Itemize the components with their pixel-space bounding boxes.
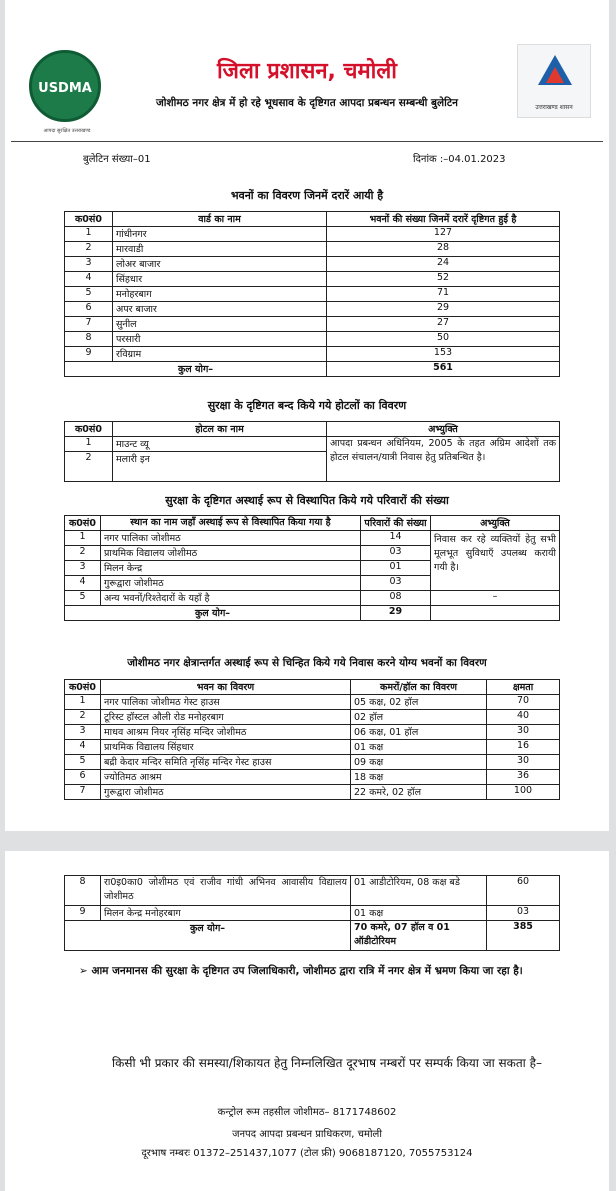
table-cell: 8 <box>65 876 101 906</box>
bulletin-meta <box>5 142 609 168</box>
table-cell: 03 <box>361 546 431 561</box>
table-cell: 4 <box>65 740 101 755</box>
table-cell: 1 <box>65 695 101 710</box>
table-row <box>65 242 560 257</box>
table-cell: सुनील <box>113 317 327 332</box>
table-cell: प्राथमिक विद्यालय जोशीमठ <box>101 546 361 561</box>
table-cell: 09 कक्ष <box>351 755 487 770</box>
column-header: वार्ड का नाम <box>113 212 327 227</box>
table-header-row <box>65 422 560 437</box>
table-cell: 29 <box>327 302 560 317</box>
table-row <box>65 257 560 272</box>
section-displaced-families-title: सुरक्षा के दृष्टिगत अस्थाई रूप से विस्थापित किये गये परिवारों की संख्या <box>165 494 449 507</box>
table-cell: ज्योतिमठ आश्रम <box>101 770 351 785</box>
table-cell: लोअर बाजार <box>113 257 327 272</box>
table-cell: 14 <box>361 531 431 546</box>
table-row <box>65 710 560 725</box>
table-cell: गुरूद्वारा जोशीमठ <box>101 576 361 591</box>
table-cell: 30 <box>487 725 560 740</box>
bulletin-header <box>11 0 603 142</box>
total-rooms: 70 कमरे, 07 हॉल व 01 ऑडीटोरियम <box>351 921 487 951</box>
table-cell: 5 <box>65 755 101 770</box>
table-cell: 50 <box>327 332 560 347</box>
column-header: क्षमता <box>487 680 560 695</box>
table-cell: माउन्ट व्यू <box>113 437 327 452</box>
table-cell: 01 कक्ष <box>351 740 487 755</box>
column-header: भवनों की संख्या जिनमें दरारें दृष्टिगत हुई है <box>327 212 560 227</box>
table-cell: 100 <box>487 785 560 800</box>
table-row <box>65 347 560 362</box>
table-cell <box>431 606 560 621</box>
table-cell: 1 <box>65 227 113 242</box>
table-cell: 2 <box>65 546 101 561</box>
families-remark: निवास कर रहे व्यक्तियों हेतु सभी मूलभूत सुविधाएँ उपलब्ध करायी गयी है। <box>431 531 560 591</box>
table-cell: 6 <box>65 770 101 785</box>
total-row <box>65 362 560 377</box>
table-cell: 2 <box>65 452 113 482</box>
bulletin-date: दिनांक :–04.01.2023 <box>413 154 506 165</box>
total-value: 29 <box>361 606 431 621</box>
authority-line: जनपद आपदा प्रबन्धन प्राधिकरण, चमोली <box>232 1129 382 1140</box>
section-closed-hotels-title: सुरक्षा के दृष्टिगत बन्द किये गये होटलों का विवरण <box>207 399 407 412</box>
column-header: क0सं0 <box>65 212 113 227</box>
page-title: जिला प्रशासन, चमोली <box>216 59 397 84</box>
page-subtitle: जोशीमठ नगर क्षेत्र में हो रहे भूधसाव के दृष्टिगत आपदा प्रबन्धन सम्बन्धी बुलेटिन <box>156 97 458 109</box>
table-row <box>65 906 560 921</box>
contact-heading: किसी भी प्रकार की समस्या/शिकायत हेतु निम्नलिखित दूरभाष नम्बरों पर सम्पर्क किया जा सकता है– <box>112 1056 542 1070</box>
total-row <box>65 606 560 621</box>
table-cell: 7 <box>65 785 101 800</box>
table-cell: 2 <box>65 710 101 725</box>
table-cell: 1 <box>65 531 101 546</box>
table-cell: 01 <box>361 561 431 576</box>
column-header: परिवारों की संख्या <box>361 516 431 531</box>
table-cell: अपर बाजार <box>113 302 327 317</box>
table-cell: मिलन केन्द्र <box>101 561 361 576</box>
total-label: कुल योग– <box>65 606 361 621</box>
bulletin-page-2 <box>5 851 609 1191</box>
column-header: स्थान का नाम जहाँ अस्थाई रूप से विस्थापित किया गया है <box>101 516 361 531</box>
table-row <box>65 272 560 287</box>
section-cracked-buildings-title: भवनों का विवरण जिनमें दरारें आयी है <box>230 189 384 202</box>
table-cell: 153 <box>327 347 560 362</box>
table-cell: 60 <box>487 876 560 906</box>
control-room-line: कन्ट्रोल रूम तहसील जोशीमठ– 8171748602 <box>217 1107 397 1118</box>
bulletin-number: बुलेटिन संख्या–01 <box>83 154 151 165</box>
cracked-buildings-table <box>64 211 560 377</box>
hotel-remark: आपदा प्रबन्धन अधिनियम, 2005 के तहत अग्रिम आदेशों तक होटल संचालन/यात्री निवास हेतु प्रतिबन्धित है। <box>327 437 560 482</box>
table-cell: 02 हॉल <box>351 710 487 725</box>
habitable-buildings-table-continued <box>64 875 560 951</box>
table-cell: 1 <box>65 437 113 452</box>
table-cell: गुरूद्वारा जोशीमठ <box>101 785 351 800</box>
table-cell: 7 <box>65 317 113 332</box>
table-cell: 08 <box>361 591 431 606</box>
total-label: कुल योग– <box>65 362 327 377</box>
table-cell: 4 <box>65 576 101 591</box>
table-cell: 01 आडीटोरियम, 08 कक्ष बडे <box>351 876 487 906</box>
column-header: होटल का नाम <box>113 422 327 437</box>
column-header: भवन का विवरण <box>101 680 351 695</box>
table-cell: 71 <box>327 287 560 302</box>
table-row <box>65 531 560 546</box>
table-row <box>65 695 560 710</box>
table-row <box>65 876 560 906</box>
uttarakhand-govt-logo <box>517 44 591 118</box>
table-cell: माधव आश्रम नियर नृसिंह मन्दिर जोशीमठ <box>101 725 351 740</box>
phone-numbers-line: दूरभाष नम्बरः 01372–251437,1077 (टोल फ्री) 9068187120, 7055753124 <box>141 1148 473 1159</box>
total-value: 385 <box>487 921 560 951</box>
habitable-buildings-table <box>64 679 560 800</box>
emblem-accent-icon <box>546 67 564 83</box>
table-cell: 18 कक्ष <box>351 770 487 785</box>
table-cell: टूरिस्ट हॉस्टल औली रोड मनोहरबाग <box>101 710 351 725</box>
table-cell: 2 <box>65 242 113 257</box>
column-header: अभ्युक्ति <box>431 516 560 531</box>
table-cell: 36 <box>487 770 560 785</box>
table-header-row <box>65 680 560 695</box>
table-cell: 30 <box>487 755 560 770</box>
column-header: क0सं0 <box>65 422 113 437</box>
table-cell: 01 कक्ष <box>351 906 487 921</box>
column-header: अभ्युक्ति <box>327 422 560 437</box>
table-cell: 24 <box>327 257 560 272</box>
column-header: क0सं0 <box>65 516 101 531</box>
table-cell: 9 <box>65 906 101 921</box>
patrol-note: ➢ आम जनमानस की सुरक्षा के दृष्टिगत उप जिलाधिकारी, जोशीमठ द्वारा रात्रि में नगर क्षेत्र में भ्रमण किया जा रहा है। <box>79 965 523 977</box>
table-cell: 3 <box>65 561 101 576</box>
table-row <box>65 302 560 317</box>
govt-logo-caption: उत्तराखण्ड शासन <box>535 104 573 111</box>
usdma-logo: USDMA <box>29 50 101 122</box>
table-row <box>65 591 560 606</box>
displaced-families-table <box>64 515 560 621</box>
table-row <box>65 785 560 800</box>
table-cell: 4 <box>65 272 113 287</box>
table-header-row <box>65 516 560 531</box>
column-header: क0सं0 <box>65 680 101 695</box>
table-cell: गांधीनगर <box>113 227 327 242</box>
table-cell: मिलन केन्द्र मनोहरबाग <box>101 906 351 921</box>
table-cell: सिंहधार <box>113 272 327 287</box>
total-label: कुल योग– <box>65 921 351 951</box>
table-cell: 28 <box>327 242 560 257</box>
table-cell: प्राथमिक विद्यालय सिंहधार <box>101 740 351 755</box>
total-value: 561 <box>327 362 560 377</box>
table-row <box>65 317 560 332</box>
total-row <box>65 921 560 951</box>
table-row <box>65 770 560 785</box>
table-row <box>65 437 560 452</box>
table-cell: 9 <box>65 347 113 362</box>
table-cell: 40 <box>487 710 560 725</box>
table-cell: परसारी <box>113 332 327 347</box>
table-cell: 27 <box>327 317 560 332</box>
table-cell: 6 <box>65 302 113 317</box>
closed-hotels-table <box>64 421 560 482</box>
usdma-logo-caption: आपदा सुरक्षित उत्तराखण्ड <box>43 128 91 134</box>
column-header: कमरों/हॉल का विवरण <box>351 680 487 695</box>
table-cell: रा0इ0का0 जोशीमठ एवं राजीव गांधी अभिनव आवासीय विद्यालय जोशीमठ <box>101 876 351 906</box>
table-cell: 8 <box>65 332 113 347</box>
bulletin-page-1 <box>5 0 609 831</box>
table-cell: मलारी इन <box>113 452 327 482</box>
table-cell: मारवाडी <box>113 242 327 257</box>
table-cell: नगर पालिका जोशीमठ गेस्ट हाउस <box>101 695 351 710</box>
table-cell: नगर पालिका जोशीमठ <box>101 531 361 546</box>
table-row <box>65 725 560 740</box>
table-cell: रविग्राम <box>113 347 327 362</box>
table-row <box>65 740 560 755</box>
table-cell: 3 <box>65 725 101 740</box>
table-row <box>65 227 560 242</box>
section-habitable-buildings-title: जोशीमठ नगर क्षेत्रान्तर्गत अस्थाई रूप से चिन्हित किये गये निवास करने योग्य भवनों का विवरण <box>127 657 487 669</box>
table-cell: अन्य भवनों/रिश्तेदारों के यहाँ है <box>101 591 361 606</box>
table-cell: 06 कक्ष, 01 हॉल <box>351 725 487 740</box>
table-cell: 22 कमरे, 02 हॉल <box>351 785 487 800</box>
table-cell: मनोहरबाग <box>113 287 327 302</box>
table-cell: 5 <box>65 287 113 302</box>
table-row <box>65 755 560 770</box>
table-cell: – <box>431 591 560 606</box>
table-cell: 16 <box>487 740 560 755</box>
table-cell: 3 <box>65 257 113 272</box>
table-cell: 05 कक्ष, 02 हॉल <box>351 695 487 710</box>
table-header-row <box>65 212 560 227</box>
table-cell: बद्री केदार मन्दिर समिति नृसिंह मन्दिर गेस्ट हाउस <box>101 755 351 770</box>
table-cell: 5 <box>65 591 101 606</box>
table-cell: 127 <box>327 227 560 242</box>
table-cell: 52 <box>327 272 560 287</box>
table-cell: 03 <box>361 576 431 591</box>
table-row <box>65 287 560 302</box>
table-cell: 03 <box>487 906 560 921</box>
table-cell: 70 <box>487 695 560 710</box>
table-row <box>65 332 560 347</box>
